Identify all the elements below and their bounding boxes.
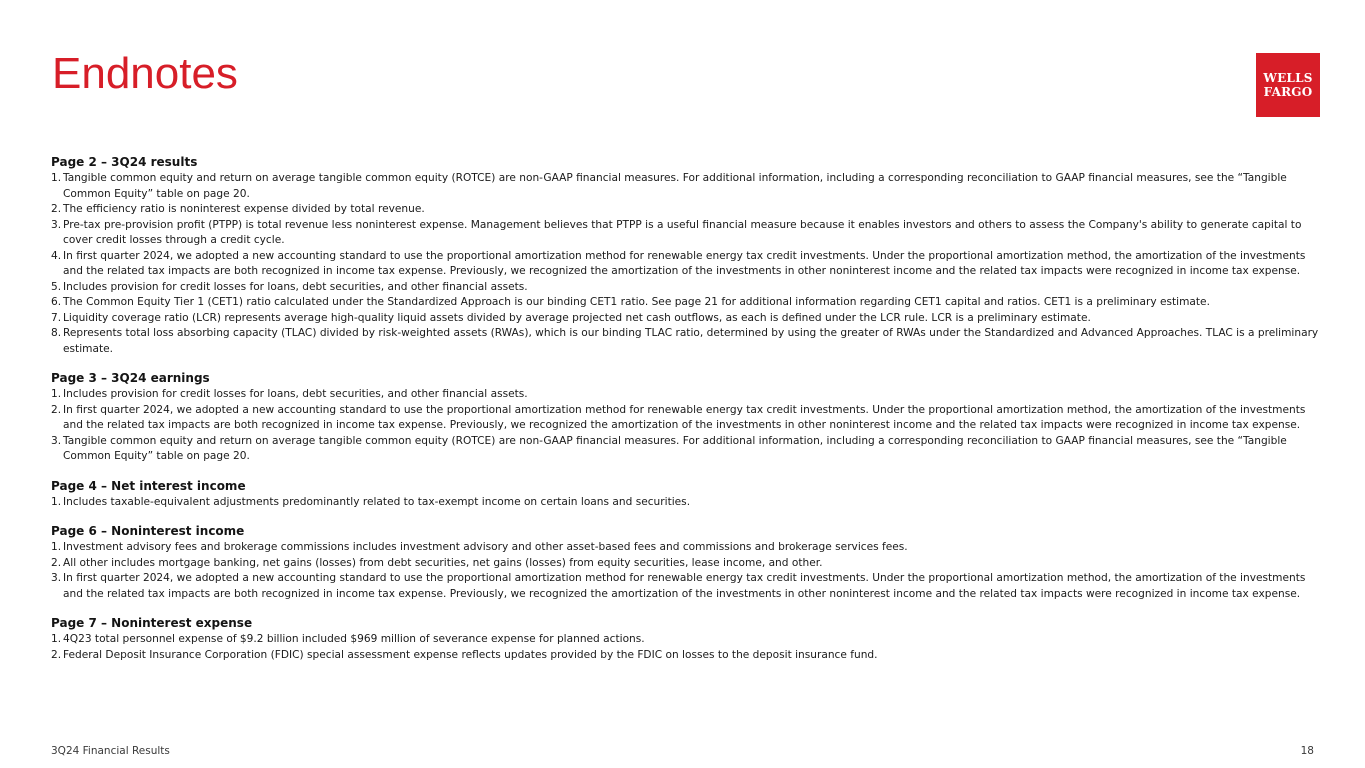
endnote-number: 2. [51,403,62,416]
logo-line-2: FARGO [1263,85,1313,99]
endnote-text: In first quarter 2024, we adopted a new accounting standard to use the proportional amortization method for renewable energy tax credit investments. Under the proportional amortization method, the amortization of the investments and the related tax impacts are both recognized in income tax expense. Previously, we recognized the amortization of the investments in other noninterest income and the related tax impacts were recognized in income tax expense. [63,249,1306,277]
endnote-text: The efficiency ratio is noninterest expense divided by total revenue. [63,203,425,215]
endnote-text: Includes provision for credit losses for loans, debt securities, and other financial assets. [63,388,528,400]
endnote-item [51,648,1319,664]
endnotes-section-page-3 [51,370,1319,465]
endnote-number: 1. [51,633,62,645]
endnote-text: Includes taxable-equivalent adjustments predominantly related to tax-exempt income on certain loans and securities. [63,495,691,508]
endnote-text: Tangible common equity and return on average tangible common equity (ROTCE) are non-GAAP financial measures. For additional information, including a corresponding reconciliation to GAAP financial measures, see the “Tangible Common Equity” table on page 20. [63,172,1287,200]
endnote-text: The Common Equity Tier 1 (CET1) ratio calculated under the Standardized Approach is our binding CET1 ratio. See page 21 for additional information regarding CET1 capital and ratios. CET1 is a preliminary estimate. [63,296,1210,308]
endnote-number: 3. [51,434,62,447]
endnote-item [51,540,1319,556]
endnote-number: 2. [51,556,62,569]
endnote-list [51,387,1319,465]
endnotes-content [51,154,1319,676]
endnote-text: 4Q23 total personnel expense of $9.2 billion included $969 million of severance expense for planned actions. [63,633,645,645]
endnote-item [51,571,1319,602]
section-heading: Page 7 – Noninterest expense [51,616,253,630]
endnote-item [51,295,1319,311]
page-title: Endnotes [52,49,238,98]
endnote-number: 7. [51,311,62,324]
endnote-number: 1. [51,172,62,184]
endnote-list [51,540,1319,602]
endnote-text: Includes provision for credit losses for loans, debt securities, and other financial assets. [63,280,528,293]
endnote-item [51,249,1319,280]
endnotes-section-page-4 [51,478,1319,511]
endnote-item [51,434,1319,465]
endnote-number: 5. [51,280,62,293]
footer-document-title: 3Q24 Financial Results [51,745,170,757]
endnote-text: Represents total loss absorbing capacity (TLAC) divided by risk-weighted assets (RWAs), which is our binding TLAC ratio, determined by using the greater of RWAs under the Standardized and Advanced Approaches. TLAC is a preliminary estimate. [63,327,1319,355]
endnote-item [51,387,1319,403]
endnotes-section-page-2 [51,154,1319,357]
section-heading: Page 4 – Net interest income [51,478,246,493]
endnote-text: Tangible common equity and return on average tangible common equity (ROTCE) are non-GAAP financial measures. For additional information, including a corresponding reconciliation to GAAP financial measures, see the “Tangible Common Equity” table on page 20. [63,434,1287,462]
endnote-text: Federal Deposit Insurance Corporation (FDIC) special assessment expense reflects updates provided by the FDIC on losses to the deposit insurance fund. [63,648,878,661]
logo-line-1: WELLS [1263,71,1313,85]
endnote-item [51,171,1319,202]
endnotes-section-page-6 [51,523,1319,602]
endnote-item [51,311,1319,327]
footer-page-number: 18 [1300,745,1314,757]
endnote-list [51,632,1319,663]
endnote-number: 2. [51,203,62,215]
endnote-list [51,495,1319,511]
endnote-number: 3. [51,572,62,584]
endnote-item [51,403,1319,434]
endnote-item [51,326,1319,357]
endnote-item [51,556,1319,572]
endnote-item [51,202,1319,218]
endnote-number: 1. [51,541,62,553]
endnote-text: Investment advisory fees and brokerage commissions includes investment advisory and other asset-based fees and commissions and brokerage services fees. [63,541,908,553]
endnote-number: 3. [51,218,62,231]
endnote-list [51,171,1319,357]
endnote-item [51,632,1319,648]
endnote-number: 4. [51,249,62,262]
endnote-text: In first quarter 2024, we adopted a new accounting standard to use the proportional amortization method for renewable energy tax credit investments. Under the proportional amortization method, the amortization of the investments and the related tax impacts are both recognized in income tax expense. Previously, we recognized the amortization of the investments in other noninterest income and the related tax impacts were recognized in income tax expense. [63,403,1306,431]
endnote-number: 2. [51,648,62,661]
endnote-item [51,280,1319,296]
section-heading: Page 6 – Noninterest income [51,524,245,538]
wells-fargo-logo [1256,53,1320,117]
endnote-text: All other includes mortgage banking, net gains (losses) from debt securities, net gains (losses) from equity securities, lease income, and other. [63,556,823,569]
section-heading: Page 2 – 3Q24 results [51,155,198,169]
endnote-item [51,495,1319,511]
endnote-text: Liquidity coverage ratio (LCR) represents average high-quality liquid assets divided by average projected net cash outflows, as each is defined under the LCR rule. LCR is a preliminary estimate. [63,311,1091,324]
endnote-text: Pre-tax pre-provision profit (PTPP) is total revenue less noninterest expense. Management believes that PTPP is a useful financial measure because it enables investors and others to assess the Company's ability to generate capital to cover credit losses through a credit cycle. [63,218,1302,246]
endnote-number: 1. [51,495,62,508]
endnote-number: 8. [51,327,62,339]
endnote-number: 6. [51,296,62,308]
endnote-text: In first quarter 2024, we adopted a new accounting standard to use the proportional amortization method for renewable energy tax credit investments. Under the proportional amortization method, the amortization of the investments and the related tax impacts are both recognized in income tax expense. Previously, we recognized the amortization of the investments in other noninterest income and the related tax impacts were recognized in income tax expense. [63,572,1306,600]
section-heading: Page 3 – 3Q24 earnings [51,371,210,385]
endnotes-section-page-7 [51,615,1319,663]
endnote-number: 1. [51,388,62,400]
endnote-item [51,218,1319,249]
